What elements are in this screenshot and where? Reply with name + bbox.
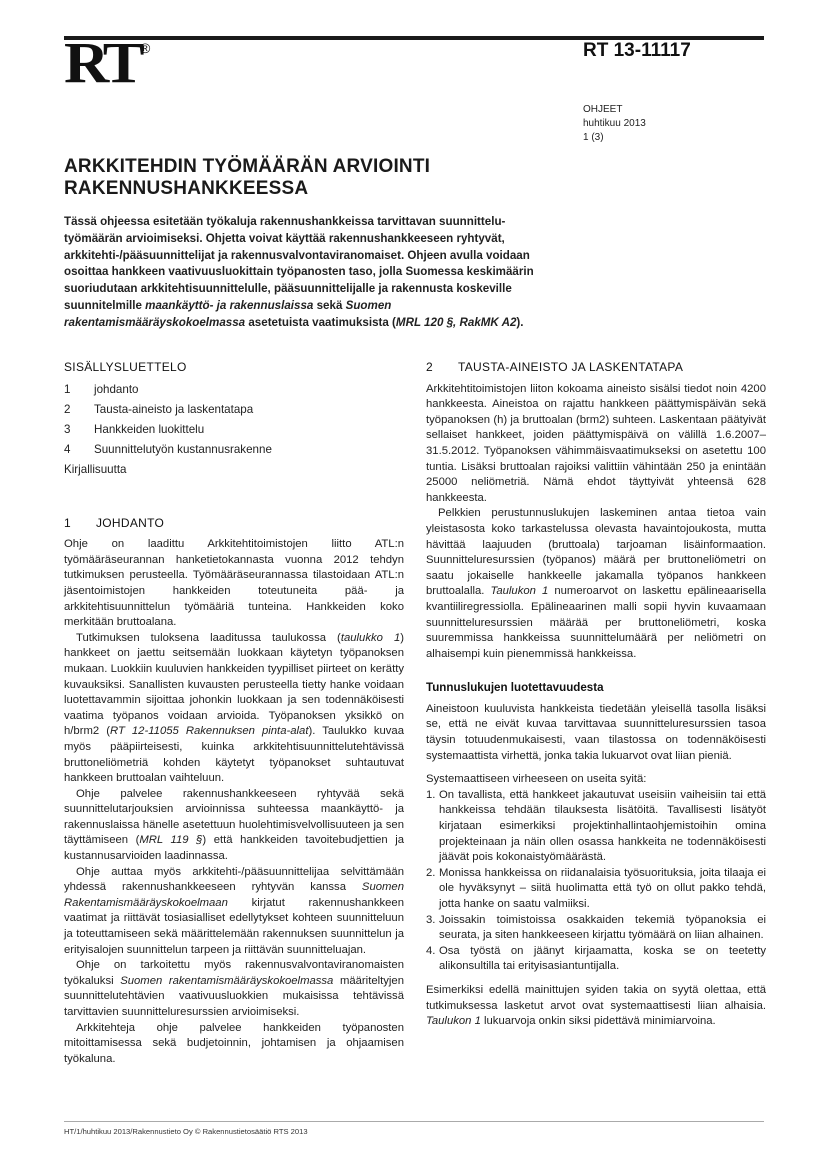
toc-item-label: Tausta-aineisto ja laskentatapa (94, 402, 254, 416)
section-number: 1 (64, 515, 71, 530)
numbered-list (426, 788, 766, 975)
footer-text: HT/1/huhtikuu 2013/Rakennustieto Oy © Rakennustietosäätiö RTS 2013 (64, 1127, 308, 1136)
lead-paragraph (64, 214, 544, 332)
document-date: huhtikuu 2013 (583, 118, 646, 129)
lead-text: asetetuista vaatimuksista ( (245, 315, 396, 329)
paragraph: Arkkitehteja ohje palvelee hankkeiden työpanosten mitoittamisessa sekä budjetoinnin, johtamisen ja ohjaamisen työkaluna. (64, 1021, 404, 1065)
paragraph (64, 787, 404, 865)
italic-text: taulukko 1 (340, 631, 401, 644)
paragraph (64, 958, 404, 1020)
text: Ohje on tarkoitettu myös rakennusvalvontaviranomaisten työkaluksi (64, 959, 404, 987)
section-number: 2 (426, 360, 433, 374)
section-1-heading (64, 516, 404, 532)
rt-logo: RT (64, 30, 141, 95)
page-title (64, 156, 430, 200)
title-line-2: RAKENNUSHANKKEESSA (64, 178, 309, 199)
text: Ohje auttaa myös arkkitehti-/pääsuunnittelijaa selvittämään yhdessä rakennushankkeeseen ryhtyvän kanssa (64, 865, 404, 894)
text: määriteltyjen suunnittelutehtävien vaativuusluokkien mukaisissa tehtävissä tarvittavien suunnitteluresurssien arvioimiseksi. (64, 974, 404, 1018)
list-number: 4. (426, 944, 436, 957)
paragraph (426, 506, 766, 662)
list-item (426, 866, 766, 913)
text: Tutkimuksen tuloksena laaditussa taulukossa ( (76, 631, 341, 644)
section-2-heading (426, 360, 766, 376)
lead-italic: Suomen rakentamismääräyskokoelmassa (64, 298, 392, 329)
italic-text: Suomen Rakentamismääräyskokoelmaan (64, 881, 404, 909)
text: ) että hankkeiden tavoitebudjettien ja kustannusarvioiden laadinnassa. (64, 834, 405, 863)
italic-text: Suomen rakentamismääräyskokoelmassa (120, 974, 334, 987)
section-title: JOHDANTO (96, 515, 165, 530)
text: Pelkkien perustunnuslukujen laskeminen antaa tietoa vain yleistasosta koko tarkastelussa olevasta havaintojoukosta, mutta hävittää laajuuden (bruttoala) tarjoaman lisäinformaation. Suunnitteluresurssien (työpanos) määrä per bruttoneliömetri on saatu jokaiselle hankkeelle jakamalla työpanos hankkeen bruttoalalla. (426, 507, 766, 598)
lead-text: sekä (313, 298, 346, 312)
toc-item-literature[interactable]: Kirjallisuutta (64, 462, 127, 476)
table-of-contents (64, 380, 404, 480)
toc-item[interactable] (64, 400, 404, 420)
registered-mark-icon: ® (140, 40, 151, 56)
paragraph (64, 631, 404, 787)
toc-item[interactable] (64, 420, 404, 440)
toc-item[interactable] (64, 380, 404, 400)
toc-item-number: 1 (64, 382, 71, 396)
italic-text: MRL 119 § (139, 834, 203, 847)
toc-item-number: 4 (64, 442, 71, 456)
list-text: Joissakin toimistoissa osakkaiden tekemiä työpanoksia ei seurata, ja siten hankkeeseen kirjattu työmäärä on liian alhainen. (439, 913, 766, 942)
text: ). Taulukko kuvaa myös pääpiirteisesti, kuinka arkkitehtisuunnittelutehtävissä bruttoneliömetriä kohden käytetyt työpanokset suhtautuvat hankkeen bruttoalan vaihteluun. (64, 725, 405, 785)
toc-item[interactable] (64, 440, 404, 460)
page-number: 1 (3) (583, 132, 604, 143)
text: Esimerkiksi edellä mainittujen syiden takia on syytä olettaa, että tutkimuksessa lasketut arvot ovat systemaattisesti liian alhaisia. (426, 983, 766, 1012)
document-category: OHJEET (583, 104, 623, 115)
list-intro: Systemaattiseen virheeseen on useita syitä: (426, 773, 647, 786)
title-line-1: ARKKITEHDIN TYÖMÄÄRÄN ARVIOINTI (64, 156, 431, 177)
list-number: 2. (426, 866, 436, 879)
lead-italic: maankäyttö- ja rakennuslaissa (145, 298, 314, 312)
paragraph: Aineistoon kuuluvista hankkeista tiedetään yleisellä tasolla lisäksi se, että ne eivät kuvaa tarvittavaa suunnitteluresurssien tasoa täysin totuudenmukaisesti, vaan tilastossa on todennäköisesti systemaattista virhettä, jonka takia lukuarvot ovat liian pieniä. (426, 702, 766, 762)
list-text: Osa työstä on jäänyt kirjaamatta, koska se on teetetty alikonsultilla tai erityisasiantuntijalla. (439, 944, 766, 973)
document-meta (583, 103, 646, 145)
right-column (426, 360, 766, 1030)
lead-text: Tässä ohjeessa esitetään työkaluja rakennushankkeissa tarvittavan suunnittelutyömäärän arvioimiseksi. Ohjetta voivat käyttää rakennushankkeeseen ryhtyvät, arkkitehti-/pääsuunnittelijat ja rakennusvalvontaviranomaiset. Ohjeen avulla voidaan osoittaa hankkeen vaativuusluokittain työpanosten taso, jolla Suomessa keskimäärin suoriudutaan arkkitehtisuunnittelulle, pääsuunnittelijalle ja rakennusta koskeville suunnitelmille (64, 215, 534, 312)
paragraph: Arkkitehtitoimistojen liiton kokoama aineisto sisälsi tiedot noin 4200 hankkeesta. Aineistoa on rajattu hankkeen päättymispäivän sekä työpanoksen (h) ja bruttoalan (brm2) suhteen. Laskentaan päätyivät sellaiset hankkeet, joiden päättymispäivä on välillä 1.6.2007–31.5.2012. Työpanoksen vähimmäisvaatimukseksi on asetettu 100 tuntia. Lisäksi bruttoalan rajoiksi valittiin vähintään 250 ja enintään 25000 neliömetriä. Nämä ehdot täyttyivät yhteensä 628 hankkeesta. (426, 382, 766, 504)
list-item (426, 788, 766, 866)
list-text: Monissa hankkeissa on riidanalaisia työsuorituksia, joita tilaaja ei ole hyväksynyt – siitä huolimatta että työ on ollut pakko tehdä, jotta hanke on saatu valmiiksi. (439, 866, 766, 910)
paragraph (64, 865, 404, 959)
paragraph: Ohje on laadittu Arkkitehtitoimistojen liitto ATL:n työmääräseurannan hanketietokannasta vuonna 2012 tehdyn tutkimuksen perusteella. Työmääräseurannassa tilastoidaan ATL:n jäsentoimistojen hankkeiden toteutuneita pää- ja arkkitehtisuunnittelun työmääriä tunteina. Hankkeiden koko merkitään bruttoalana. (64, 538, 404, 629)
text: Ohje palvelee rakennushankkeeseen ryhtyvää sekä suunnittelutarjouksien arvioinnissa suhteessa maankäyttö- ja rakennuslaissa hänelle asetettuun huolehtimisvelvollisuuteen ja sen täyttämiseen ( (64, 787, 404, 847)
footer-rule (64, 1121, 764, 1122)
list-number: 1. (426, 788, 436, 801)
toc-title: SISÄLLYSLUETTELO (64, 360, 187, 374)
left-column (64, 360, 404, 1067)
italic-text: RT 12-11055 Rakennuksen pinta-alat (109, 725, 309, 738)
italic-text: Taulukon 1 (426, 1015, 481, 1028)
toc-item-number: 2 (64, 402, 71, 416)
italic-text: Taulukon 1 (490, 585, 549, 598)
text: kirjatut rakennushankkeen vaatimat ja riittävät tosiasialliset edellytykset kohteen suunnitteluun ja toteuttamiseen sekä määrittelemään rakennuksen suunnittelun ja erityisalojen suunnittelun tarpeen ja riittävän suunnitteluajan. (64, 896, 404, 956)
toc-item-label: Hankkeiden luokittelu (94, 422, 205, 436)
document-number: RT 13-11117 (583, 40, 691, 61)
toc-item-label: Suunnittelutyön kustannusrakenne (94, 442, 272, 456)
paragraph (426, 983, 766, 1030)
section-title: TAUSTA-AINEISTO JA LASKENTATAPA (458, 360, 684, 374)
lead-text: ). (516, 315, 524, 329)
text: lukuarvoja onkin siksi pidettävä minimiarvoina. (480, 1015, 716, 1028)
subheading: Tunnuslukujen luotettavuudesta (426, 681, 604, 695)
toc-item-number: 3 (64, 422, 71, 436)
list-item (426, 913, 766, 944)
list-number: 3. (426, 913, 436, 926)
list-item (426, 944, 766, 975)
list-text: On tavallista, että hankkeet jakautuvat useisiin vaiheisiin tai että hankkeissa tehdään tilauksesta lisätöitä. Tavallisesti lisätyöt kirjataan esimerkiksi projektinhallintaohjemistoihin omina projekteinaan ja näin ollen osassa hankkeita ne todennäköisesti jäävät pois kokonaistyömäärästä. (439, 788, 766, 864)
lead-italic: MRL 120 §, RakMK A2 (395, 315, 517, 329)
toc-item-label: johdanto (94, 382, 139, 396)
text: ) hankkeet on jaettu seitsemään luokkaan käytetyn työpanoksen mukaan. Luokkiin kuuluvien hankkeiden tyypilliset piirteet on kerätty kuvauksiksi. Sanallisten kuvausten perusteella tietty hanke voidaan luotettavammin sijoittaa johonkin luokkaan ja sen todennäköisesti vaatima työpanos voidaan arvioida. Työpanoksen yksikkö on h/brm2 ( (64, 631, 405, 738)
text: numeroarvot on laskettu epälineaarisella kvantiiliregressiolla. Epälineaarinen malli sopii hyvin kuvaamaan suunnitteluresurssien määrää per bruttoneliömetri, koska suuremmissa hankkeissa suunnittelumäärä per neliömetri on alhaisempi kuin pienemmissä hankkeissa. (426, 585, 766, 660)
